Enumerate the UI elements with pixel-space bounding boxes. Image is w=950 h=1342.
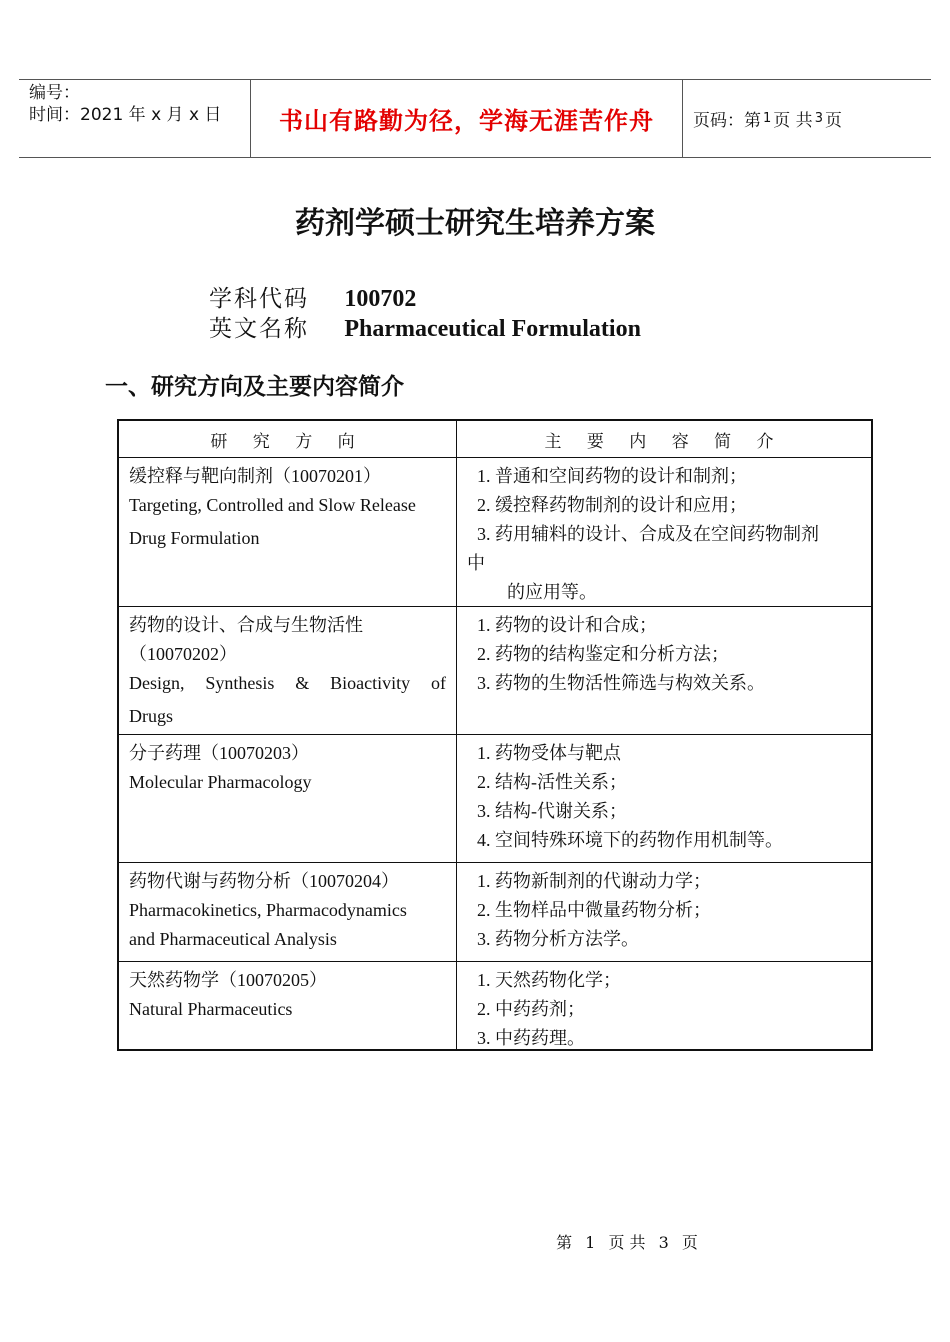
- content-cell: [457, 962, 871, 1049]
- page-footer: [152, 1230, 950, 1253]
- page-suffix: 页: [824, 111, 842, 131]
- footer-prefix: 第: [556, 1233, 573, 1252]
- list-item: 1. 药物的设计和合成；: [477, 615, 657, 635]
- direction-name: 药物的设计、合成与生物活性: [129, 615, 363, 635]
- direction-english: Drug Formulation: [129, 528, 260, 548]
- document-title: 药剂学硕士研究生培养方案: [295, 206, 655, 241]
- list-item: 2. 缓控释药物制剂的设计和应用；: [477, 495, 747, 515]
- subject-code-label: 学科代码: [209, 286, 309, 312]
- header-info: [29, 82, 249, 126]
- header-page-indicator: [693, 80, 842, 157]
- content-cell: [457, 863, 871, 961]
- direction-english: Molecular Pharmacology: [129, 772, 312, 792]
- list-item: 4. 空间特殊环境下的药物作用机制等。: [477, 830, 783, 850]
- page-prefix: 页码：第: [693, 111, 761, 131]
- page-total: 3: [814, 111, 823, 126]
- list-item: 3. 药物分析方法学。: [477, 929, 639, 949]
- direction-english: Natural Pharmaceutics: [129, 999, 293, 1019]
- subject-code-line: [209, 280, 416, 313]
- header-divider: [682, 80, 683, 157]
- direction-english: Pharmacokinetics, Pharmacodynamics: [129, 900, 407, 920]
- research-table: [117, 419, 873, 1051]
- direction-cell: [119, 607, 457, 734]
- list-item: 3. 中药药理。: [477, 1028, 585, 1048]
- footer-current-page: 1: [585, 1233, 596, 1252]
- direction-name: 药物代谢与药物分析（10070204）: [129, 871, 399, 891]
- list-item: 中: [467, 553, 485, 573]
- list-item: 3. 药物的生物活性筛选与构效关系。: [477, 673, 765, 693]
- table-header-row: [119, 421, 871, 457]
- direction-english: and Pharmaceutical Analysis: [129, 929, 337, 949]
- section-heading: 一、研究方向及主要内容简介: [105, 374, 404, 400]
- footer-mid: 页 共: [608, 1233, 646, 1252]
- header-motto: 书山有路勤为径，学海无涯苦作舟: [279, 107, 654, 135]
- footer-suffix: 页: [681, 1233, 698, 1252]
- content-cell: [457, 607, 871, 734]
- english-name-label: 英文名称: [209, 316, 309, 342]
- column-header-direction: 研 究 方 向: [119, 421, 457, 457]
- content-cell: [457, 735, 871, 862]
- list-item: 2. 生物样品中微量药物分析；: [477, 900, 711, 920]
- direction-english: Targeting, Controlled and Slow Release: [129, 495, 416, 515]
- direction-cell: [119, 458, 457, 606]
- list-item: 2. 药物的结构鉴定和分析方法；: [477, 644, 729, 664]
- direction-name: 天然药物学（10070205）: [129, 970, 327, 990]
- footer-total-pages: 3: [658, 1233, 669, 1252]
- page-current: 1: [763, 111, 772, 126]
- list-item: 1. 药物新制剂的代谢动力学；: [477, 871, 711, 891]
- list-item: 的应用等。: [507, 582, 597, 602]
- direction-cell: [119, 962, 457, 1049]
- direction-cell: [119, 735, 457, 862]
- page-mid: 页 共: [773, 111, 813, 131]
- table-row: [119, 457, 871, 606]
- column-header-content: 主 要 内 容 简 介: [544, 432, 784, 452]
- direction-name: 分子药理（10070203）: [129, 743, 309, 763]
- list-item: 3. 药用辅料的设计、合成及在空间药物制剂: [477, 524, 819, 544]
- list-item: 3. 结构-代谢关系；: [477, 801, 627, 821]
- english-name-value: Pharmaceutical Formulation: [344, 316, 641, 342]
- subject-code-value: 100702: [344, 286, 417, 312]
- direction-cell: [119, 863, 457, 961]
- list-item: 1. 普通和空间药物的设计和制剂；: [477, 466, 747, 486]
- content-cell: [457, 458, 871, 606]
- table-row: [119, 961, 871, 1049]
- list-item: 1. 天然药物化学；: [477, 970, 621, 990]
- direction-english: Design, Synthesis & Bioactivity of: [129, 673, 446, 693]
- direction-english: Drugs: [129, 706, 173, 726]
- list-item: 2. 结构-活性关系；: [477, 772, 627, 792]
- list-item: 2. 中药药剂；: [477, 999, 585, 1019]
- document-time: 时间：2021 年 x 月 x 日: [29, 105, 222, 125]
- table-row: [119, 862, 871, 961]
- document-number-label: 编号：: [29, 83, 80, 103]
- table-row: [119, 606, 871, 734]
- table-row: [119, 734, 871, 862]
- english-name-line: [209, 310, 641, 343]
- direction-code: （10070202）: [129, 644, 237, 664]
- direction-name: 缓控释与靶向制剂（10070201）: [129, 466, 381, 486]
- list-item: 1. 药物受体与靶点: [477, 743, 621, 763]
- page-header: [19, 79, 931, 158]
